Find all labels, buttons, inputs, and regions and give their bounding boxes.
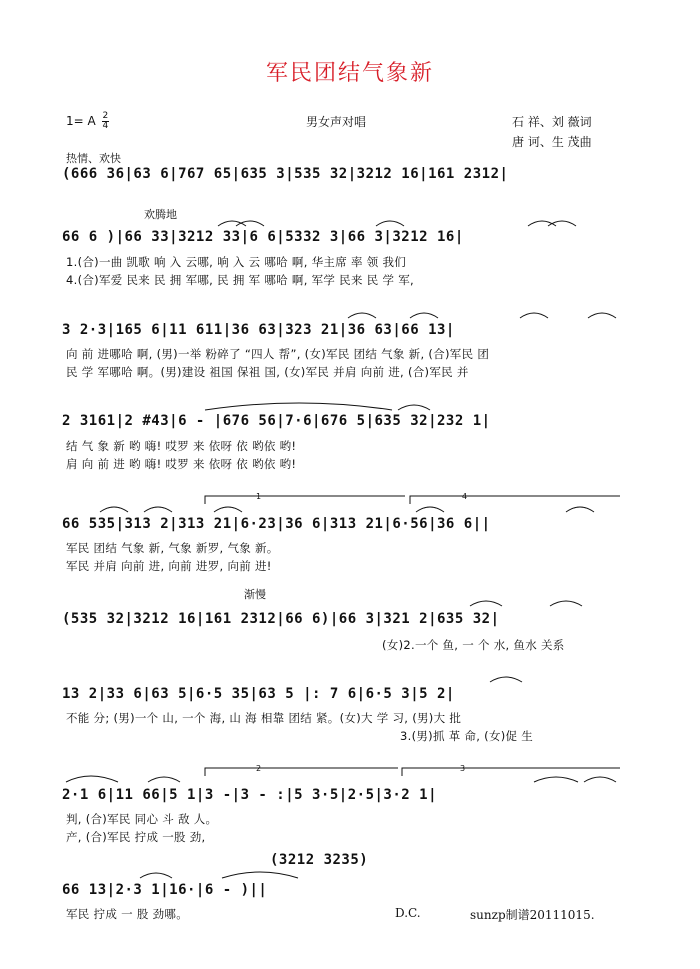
score-line-1: (666 36|63 6|767 65|635 3|535 32|3212 16|161 2312| xyxy=(62,166,509,182)
time-bottom: 4 xyxy=(102,121,109,131)
song-title: 军民团结气象新 xyxy=(265,61,434,86)
lyric-line-7a: 不能 分; (男)一个 山, 一个 海, 山 海 相靠 团结 紧。(女)大 学 习, (男)大 批 xyxy=(66,711,462,725)
time-top: 2 xyxy=(102,111,109,121)
lyric-line-2b: 4.(合)军爱 民来 民 拥 军哪, 民 拥 军 哪哈 啊, 军学 民来 民 学 军, xyxy=(66,273,414,287)
score-line-6: (535 32|3212 16|161 2312|66 6)|66 3|321 2|635 32| xyxy=(62,611,500,627)
expression-huanteng: 欢腾地 xyxy=(144,208,177,221)
volta-1: 1 xyxy=(256,492,262,501)
composer-credit: 唐 诃、生 茂曲 xyxy=(512,135,592,149)
lyricist-credit: 石 祥、刘 薇词 xyxy=(512,115,592,129)
lyric-line-7b: 3.(男)抓 革 命, (女)促 生 xyxy=(400,729,534,743)
score-line-5: 66 535|313 2|313 21|6·23|36 6|313 21|6·56|36 6|| xyxy=(62,516,491,532)
credit-footer: sunzp制谱20111015. xyxy=(470,908,595,922)
volta-4: 4 xyxy=(462,492,468,501)
volta-2: 2 xyxy=(256,764,262,773)
score-line-4: 2 3161|2 #43|6 - |676 56|7·6|676 5|635 32|232 1| xyxy=(62,413,491,429)
lyric-line-4a: 结 气 象 新 哟 嗨! 哎罗 来 依呀 依 哟依 哟! xyxy=(66,439,297,453)
dc-mark: D.C. xyxy=(395,906,421,920)
lyric-line-5a: 军民 团结 气象 新, 气象 新罗, 气象 新。 xyxy=(66,541,279,555)
score-line-8: 2·1 6|11 66|5 1|3 -|3 - :|5 3·5|2·5|3·2 1| xyxy=(62,787,438,803)
lyric-line-6a: (女)2.一个 鱼, 一 个 水, 鱼水 关系 xyxy=(382,638,565,652)
expression-jianman: 渐慢 xyxy=(244,588,266,601)
lyric-line-3b: 民 学 军哪哈 啊。(男)建设 祖国 保祖 国, (女)军民 并肩 向前 进, (合)军民 并 xyxy=(66,365,469,379)
lyric-line-2a: 1.(合)一曲 凯歌 响 入 云哪, 响 入 云 哪哈 啊, 华主席 率 领 我们 xyxy=(66,255,407,269)
lyric-line-4b: 肩 向 前 进 哟 嗨! 哎罗 来 依呀 依 哟依 哟! xyxy=(66,457,297,471)
coda-bracket: (3212 3235) xyxy=(270,852,369,868)
tempo-marking: 热情、欢快 xyxy=(66,152,121,165)
lyric-line-8b: 产, (合)军民 拧成 一股 劲, xyxy=(66,830,206,844)
lyric-line-8a: 判, (合)军民 同心 斗 敌 人。 xyxy=(66,812,218,826)
score-line-3: 3 2·3|165 6|11 611|36 63|323 21|36 63|66 13| xyxy=(62,322,455,338)
performance-note: 男女声对唱 xyxy=(306,115,367,129)
volta-3: 3 xyxy=(460,764,466,773)
lyric-line-3a: 向 前 进哪哈 啊, (男)一举 粉碎了 “四人 帮”, (女)军民 团结 气象 新, (合)军民 团 xyxy=(66,347,490,361)
lyric-line-5b: 军民 并肩 向前 进, 向前 进罗, 向前 进! xyxy=(66,559,272,573)
score-line-2: 66 6 )|66 33|3212 33|6 6|5332 3|66 3|3212 16| xyxy=(62,229,464,245)
key-label: 1= A xyxy=(66,114,96,128)
score-line-9: 66 13|2·3 1|16·|6 - )|| xyxy=(62,882,268,898)
lyric-line-9a: 军民 拧成 一 股 劲哪。 xyxy=(66,907,189,921)
score-line-7: 13 2|33 6|63 5|6·5 35|63 5 |: 7 6|6·5 3|5 2| xyxy=(62,686,455,702)
